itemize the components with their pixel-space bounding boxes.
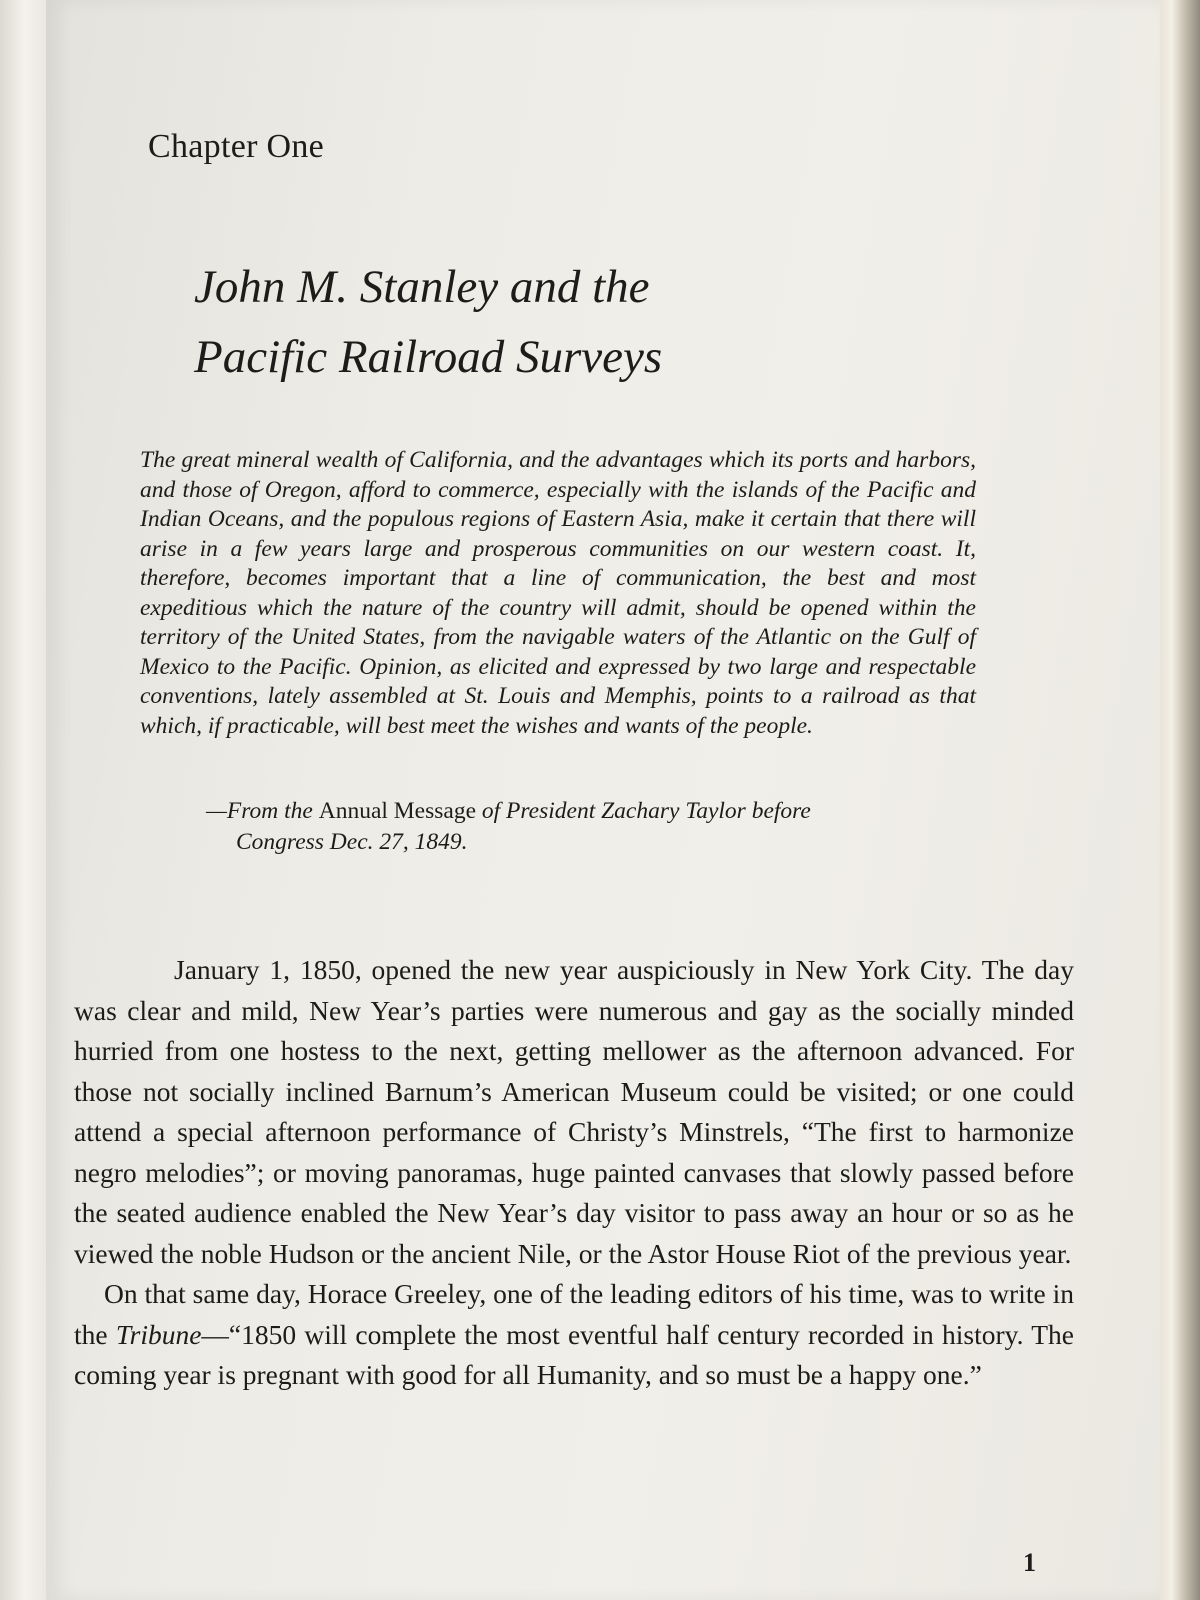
body-paragraph-1: January 1, 1850, opened the new year auspiciously in New York City. The day was clear and mild, New Year’s parties were numerous and gay as the socially minded hurried from one hostess to the next, getting mellower as the afternoon advanced. For those not socially inclined Barnum’s American Museum could be visited; or one could attend a special afternoon performance of Christy’s Minstrels, “The first to harmonize negro melodies”; or moving panoramas, huge painted canvases that slowly passed before the seated audience enabled the New Year’s day visitor to pass away an hour or so as he viewed the noble Hudson or the ancient Nile, or the Astor House Riot of the previous year. bbox=[74, 954, 1074, 1269]
chapter-title-line-1: John M. Stanley and the bbox=[194, 261, 650, 313]
attribution-suffix: of President Zachary Taylor before bbox=[481, 798, 811, 824]
attribution-line-2: Congress Dec. 27, 1849. bbox=[236, 829, 468, 855]
chapter-title-line-2: Pacific Railroad Surveys bbox=[194, 331, 663, 383]
epigraph-attribution bbox=[206, 796, 986, 858]
page-stack-edge bbox=[1160, 0, 1200, 1600]
book-page bbox=[46, 0, 1160, 1600]
paragraph-2-quote: —“1850 will complete the most eventful half century recorded in history. The coming year is pregnant with good for all Humanity, and so must be a happy one.” bbox=[74, 1318, 1074, 1390]
body-text bbox=[74, 950, 1074, 1396]
epigraph-quote: The great mineral wealth of California, and the advantages which its ports and harbors, and those of Oregon, afford to commerce, especially with the islands of the Pacific and Indian Oceans, and the populous regions of Eastern Asia, make it certain that there will arise in a few years large and prosperous communities on our western coast. It, therefore, becomes important that a line of communication, the best and most expeditious which the nature of the country will admit, should be opened within the territory of the United States, from the navigable waters of the Atlantic on the Gulf of Mexico to the Pacific. Opinion, as elicited and expressed by two large and respectable conventions, lately assembled at St. Louis and Memphis, points to a railroad as that which, if practicable, will best meet the wishes and wants of the people. bbox=[140, 447, 976, 739]
attribution-source: Annual Message bbox=[318, 798, 477, 824]
attribution-prefix: —From the bbox=[206, 798, 313, 824]
chapter-title bbox=[194, 252, 834, 392]
paragraph-2-lead: On that same day, Horace Greeley, one of the leading editors of his time, was to write in the bbox=[74, 1278, 1074, 1350]
body-paragraph-2 bbox=[74, 1274, 1074, 1396]
page-number: 1 bbox=[1023, 1548, 1036, 1577]
tribune-title: Tribune bbox=[115, 1318, 202, 1350]
chapter-label: Chapter One bbox=[148, 128, 325, 165]
